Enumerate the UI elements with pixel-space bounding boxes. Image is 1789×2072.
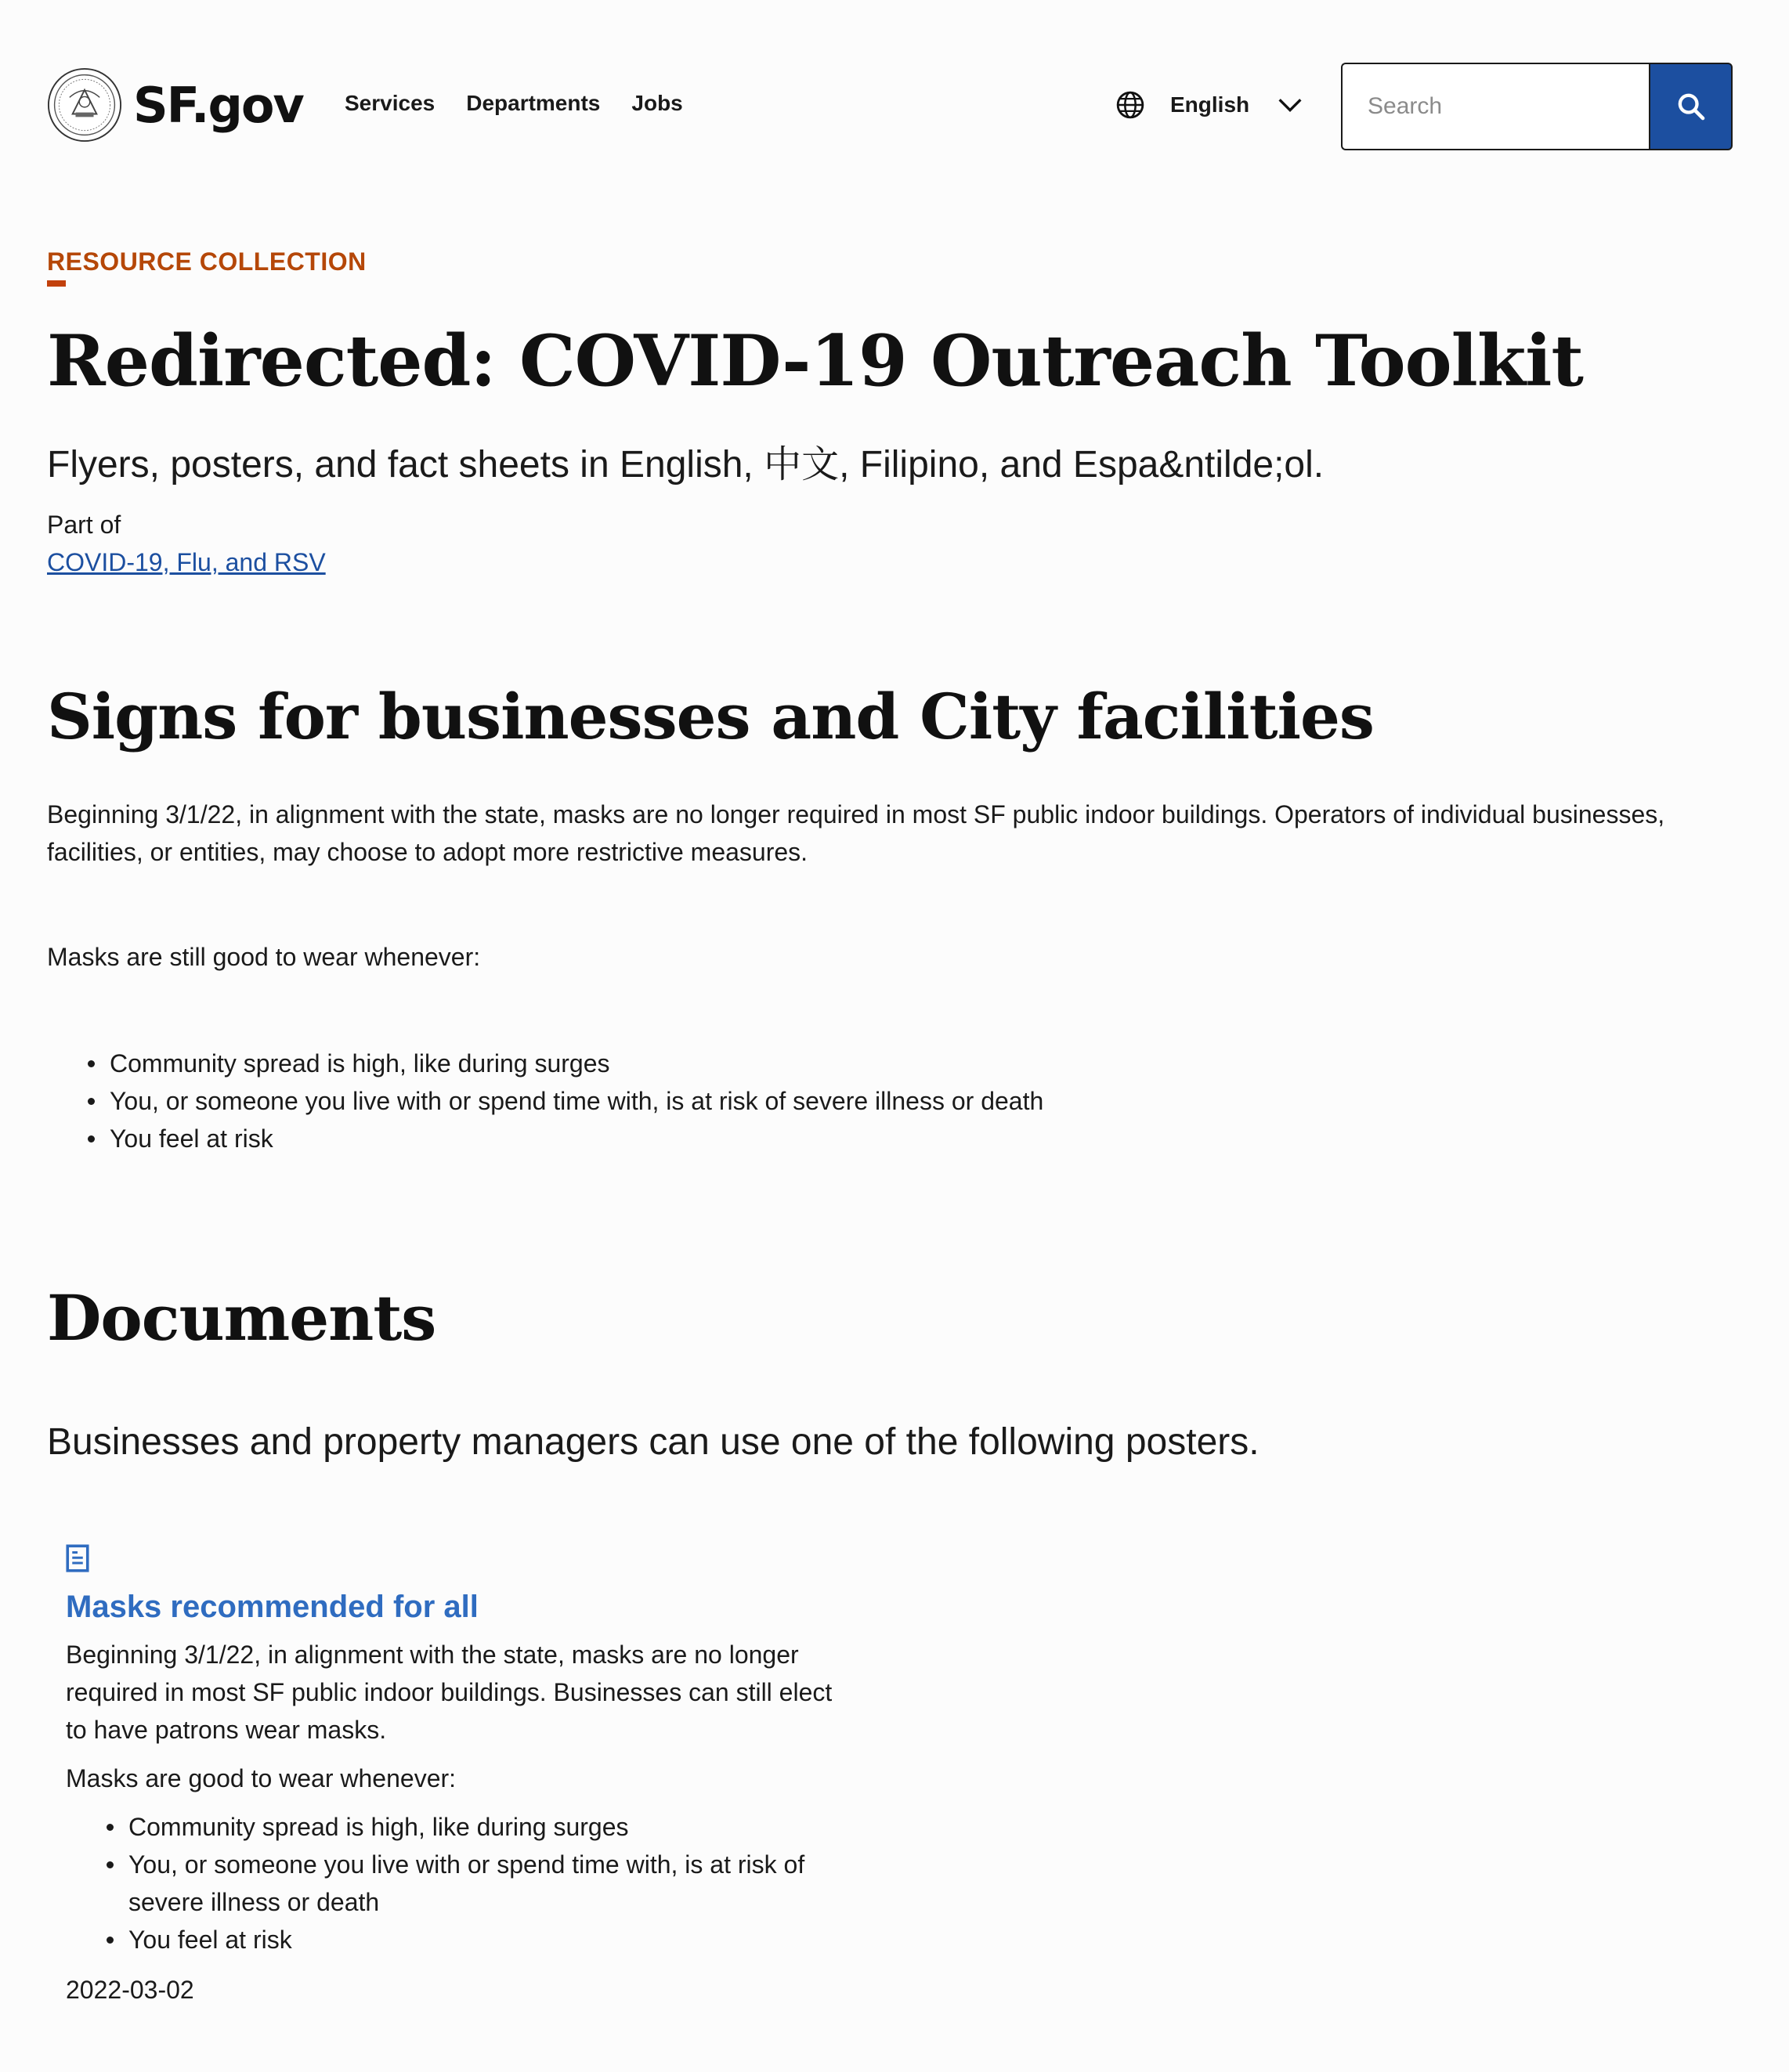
- search-form: [1341, 63, 1733, 150]
- logo-text: SF.gov: [133, 76, 303, 134]
- nav-departments[interactable]: Departments: [466, 91, 601, 115]
- document-bullet-list: [66, 1808, 849, 1958]
- list-item: You feel at risk: [47, 1120, 1043, 1157]
- search-icon: [1675, 91, 1707, 122]
- nav-services[interactable]: Services: [345, 91, 436, 115]
- list-item: You feel at risk: [66, 1921, 849, 1958]
- eyebrow-underline: [47, 280, 66, 287]
- globe-icon: [1115, 90, 1145, 120]
- list-item: Community spread is high, like during surges: [66, 1808, 849, 1846]
- part-of-link[interactable]: COVID-19, Flu, and RSV: [47, 548, 326, 576]
- document-description: Beginning 3/1/22, in alignment with the state, masks are no longer required in most SF public indoor buildings. Businesses can still elect to have patrons wear masks.: [66, 1641, 833, 1744]
- chevron-down-icon: [1274, 89, 1306, 121]
- main-nav: [345, 91, 683, 116]
- document-card: [66, 1544, 849, 2009]
- part-of-label: Part of: [47, 511, 121, 539]
- language-label: English: [1170, 92, 1250, 117]
- list-item: Community spread is high, like during surges: [47, 1045, 1043, 1082]
- signs-paragraph: Beginning 3/1/22, in alignment with the state, masks are no longer required in most SF public indoor buildings. Operators of individual businesses, facilities, or entities, may choose to adopt more restrictive measures.: [47, 800, 1665, 866]
- documents-heading: Documents: [47, 1281, 436, 1355]
- document-intro: Masks are good to wear whenever:: [66, 1764, 457, 1792]
- documents-lead: Businesses and property managers can use one of the following posters.: [47, 1421, 1260, 1463]
- document-icon: [66, 1544, 89, 1572]
- list-item: You, or someone you live with or spend time with, is at risk of severe illness or death: [66, 1846, 849, 1921]
- signs-bullet-list: [47, 1045, 1043, 1157]
- document-title-link[interactable]: Masks recommended for all: [66, 1590, 479, 1624]
- nav-jobs[interactable]: Jobs: [631, 91, 683, 115]
- content-type-eyebrow: RESOURCE COLLECTION: [47, 247, 367, 276]
- page-subtitle: Flyers, posters, and fact sheets in English, 中文, Filipino, and Espa&ntilde;ol.: [47, 444, 1325, 486]
- list-item: You, or someone you live with or spend time with, is at risk of severe illness or death: [47, 1082, 1043, 1120]
- home-logo-link[interactable]: [47, 67, 303, 143]
- city-seal-icon: [47, 67, 122, 143]
- site-header: [0, 0, 1789, 211]
- document-date: 2022-03-02: [66, 1976, 194, 2004]
- page-title: Redirected: COVID-19 Outreach Toolkit: [47, 319, 1583, 402]
- language-selector[interactable]: [1115, 89, 1306, 121]
- masks-intro: Masks are still good to wear whenever:: [47, 943, 481, 971]
- search-button[interactable]: [1649, 63, 1733, 150]
- signs-heading: Signs for businesses and City facilities: [47, 680, 1374, 753]
- search-input[interactable]: [1341, 63, 1649, 150]
